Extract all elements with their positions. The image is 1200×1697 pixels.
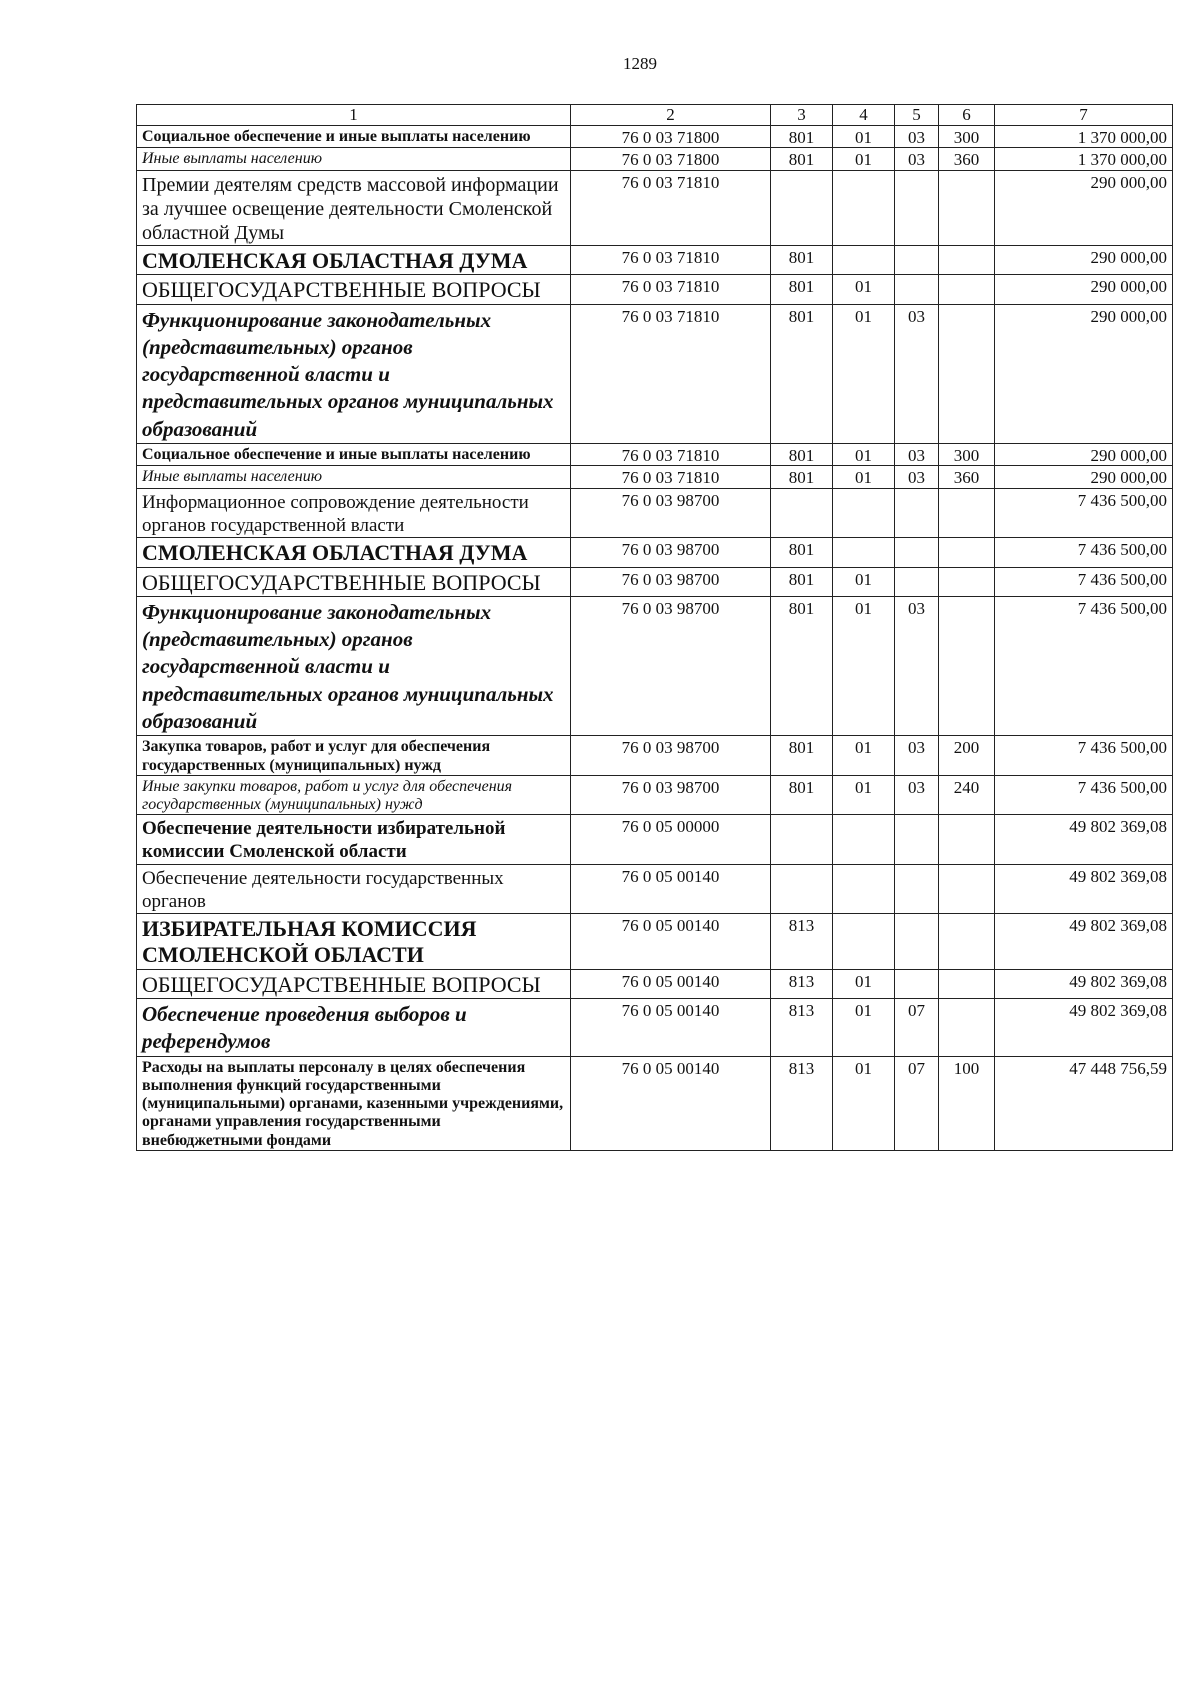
table-row xyxy=(137,736,1173,775)
table-row xyxy=(137,466,1173,488)
expense-type-cell xyxy=(939,999,995,1057)
department-code-cell: 813 xyxy=(771,969,833,998)
expense-type-cell xyxy=(939,275,995,304)
subsection-code-cell: 03 xyxy=(895,466,939,488)
section-code-cell: 01 xyxy=(833,567,895,596)
expense-type-cell: 100 xyxy=(939,1056,995,1150)
section-code-cell: 01 xyxy=(833,1056,895,1150)
row-name-cell: Расходы на выплаты персоналу в целях обеспечения выполнения функций государственными (муниципальными) органами, казенными учреждениями, органами управления государственными внебюджетными фондами xyxy=(137,1056,571,1150)
table-row xyxy=(137,596,1173,735)
amount-cell: 290 000,00 xyxy=(995,444,1173,466)
target-article-cell: 76 0 03 71810 xyxy=(571,444,771,466)
row-name-cell: Функционирование законодательных (представительных) органов государственной власти и представительных органов муниципальных образований xyxy=(137,596,571,735)
amount-cell: 7 436 500,00 xyxy=(995,736,1173,775)
amount-cell: 7 436 500,00 xyxy=(995,488,1173,537)
amount-cell: 290 000,00 xyxy=(995,466,1173,488)
header-col-2: 2 xyxy=(571,105,771,126)
table-row xyxy=(137,1056,1173,1150)
target-article-cell: 76 0 05 00140 xyxy=(571,864,771,913)
subsection-code-cell xyxy=(895,815,939,864)
target-article-cell: 76 0 05 00140 xyxy=(571,999,771,1057)
row-name-cell: Иные закупки товаров, работ и услуг для обеспечения государственных (муниципальных) нужд xyxy=(137,775,571,814)
section-code-cell: 01 xyxy=(833,999,895,1057)
table-row xyxy=(137,245,1173,274)
subsection-code-cell xyxy=(895,245,939,274)
target-article-cell: 76 0 05 00140 xyxy=(571,969,771,998)
amount-cell: 7 436 500,00 xyxy=(995,567,1173,596)
header-col-5: 5 xyxy=(895,105,939,126)
target-article-cell: 76 0 03 71800 xyxy=(571,126,771,148)
expense-type-cell xyxy=(939,170,995,245)
row-name-cell: ИЗБИРАТЕЛЬНАЯ КОМИССИЯ СМОЛЕНСКОЙ ОБЛАСТИ xyxy=(137,914,571,970)
section-code-cell: 01 xyxy=(833,736,895,775)
table-row xyxy=(137,999,1173,1057)
section-code-cell: 01 xyxy=(833,126,895,148)
expense-type-cell: 360 xyxy=(939,148,995,170)
section-code-cell xyxy=(833,864,895,913)
target-article-cell: 76 0 05 00140 xyxy=(571,1056,771,1150)
target-article-cell: 76 0 03 71800 xyxy=(571,148,771,170)
subsection-code-cell: 03 xyxy=(895,775,939,814)
table-row xyxy=(137,567,1173,596)
target-article-cell: 76 0 03 98700 xyxy=(571,538,771,567)
table-row xyxy=(137,815,1173,864)
row-name-cell: Обеспечение деятельности государственных органов xyxy=(137,864,571,913)
header-col-7: 7 xyxy=(995,105,1173,126)
row-name-cell: Социальное обеспечение и иные выплаты населению xyxy=(137,444,571,466)
target-article-cell: 76 0 03 98700 xyxy=(571,775,771,814)
department-code-cell: 801 xyxy=(771,304,833,443)
target-article-cell: 76 0 03 98700 xyxy=(571,567,771,596)
row-name-cell: Иные выплаты населению xyxy=(137,466,571,488)
amount-cell: 7 436 500,00 xyxy=(995,775,1173,814)
expense-type-cell xyxy=(939,488,995,537)
target-article-cell: 76 0 05 00000 xyxy=(571,815,771,864)
section-code-cell xyxy=(833,538,895,567)
expense-type-cell xyxy=(939,864,995,913)
target-article-cell: 76 0 03 98700 xyxy=(571,488,771,537)
section-code-cell xyxy=(833,245,895,274)
target-article-cell: 76 0 03 71810 xyxy=(571,304,771,443)
header-col-3: 3 xyxy=(771,105,833,126)
section-code-cell: 01 xyxy=(833,466,895,488)
section-code-cell: 01 xyxy=(833,148,895,170)
row-name-cell: Обеспечение проведения выборов и референдумов xyxy=(137,999,571,1057)
department-code-cell: 813 xyxy=(771,1056,833,1150)
amount-cell: 7 436 500,00 xyxy=(995,538,1173,567)
expense-type-cell: 200 xyxy=(939,736,995,775)
subsection-code-cell: 03 xyxy=(895,148,939,170)
expense-type-cell xyxy=(939,567,995,596)
amount-cell: 47 448 756,59 xyxy=(995,1056,1173,1150)
header-col-1: 1 xyxy=(137,105,571,126)
table-row xyxy=(137,275,1173,304)
subsection-code-cell xyxy=(895,538,939,567)
section-code-cell: 01 xyxy=(833,444,895,466)
section-code-cell: 01 xyxy=(833,596,895,735)
expense-type-cell xyxy=(939,815,995,864)
section-code-cell xyxy=(833,488,895,537)
header-col-6: 6 xyxy=(939,105,995,126)
row-name-cell: ОБЩЕГОСУДАРСТВЕННЫЕ ВОПРОСЫ xyxy=(137,567,571,596)
subsection-code-cell: 03 xyxy=(895,126,939,148)
subsection-code-cell xyxy=(895,488,939,537)
target-article-cell: 76 0 03 71810 xyxy=(571,170,771,245)
table-row xyxy=(137,538,1173,567)
amount-cell: 290 000,00 xyxy=(995,275,1173,304)
expense-type-cell xyxy=(939,969,995,998)
table-row xyxy=(137,304,1173,443)
target-article-cell: 76 0 03 98700 xyxy=(571,596,771,735)
amount-cell: 290 000,00 xyxy=(995,245,1173,274)
expense-type-cell xyxy=(939,914,995,970)
table-row xyxy=(137,444,1173,466)
section-code-cell: 01 xyxy=(833,304,895,443)
section-code-cell xyxy=(833,170,895,245)
section-code-cell: 01 xyxy=(833,275,895,304)
row-name-cell: Иные выплаты населению xyxy=(137,148,571,170)
amount-cell: 1 370 000,00 xyxy=(995,148,1173,170)
header-col-4: 4 xyxy=(833,105,895,126)
expense-type-cell: 360 xyxy=(939,466,995,488)
subsection-code-cell: 07 xyxy=(895,1056,939,1150)
expense-type-cell: 300 xyxy=(939,126,995,148)
table-row xyxy=(137,864,1173,913)
section-code-cell xyxy=(833,914,895,970)
subsection-code-cell: 07 xyxy=(895,999,939,1057)
subsection-code-cell xyxy=(895,864,939,913)
page-number: 1289 xyxy=(623,54,657,73)
amount-cell: 49 802 369,08 xyxy=(995,864,1173,913)
department-code-cell: 801 xyxy=(771,775,833,814)
budget-table xyxy=(136,104,1173,1151)
section-code-cell: 01 xyxy=(833,775,895,814)
department-code-cell xyxy=(771,815,833,864)
department-code-cell: 801 xyxy=(771,596,833,735)
department-code-cell xyxy=(771,170,833,245)
expense-type-cell xyxy=(939,538,995,567)
amount-cell: 290 000,00 xyxy=(995,170,1173,245)
section-code-cell: 01 xyxy=(833,969,895,998)
table-row xyxy=(137,170,1173,245)
department-code-cell: 801 xyxy=(771,466,833,488)
department-code-cell xyxy=(771,864,833,913)
target-article-cell: 76 0 03 71810 xyxy=(571,466,771,488)
department-code-cell: 801 xyxy=(771,538,833,567)
expense-type-cell: 240 xyxy=(939,775,995,814)
subsection-code-cell: 03 xyxy=(895,736,939,775)
table-row xyxy=(137,126,1173,148)
department-code-cell: 813 xyxy=(771,914,833,970)
row-name-cell: Информационное сопровождение деятельности органов государственной власти xyxy=(137,488,571,537)
department-code-cell xyxy=(771,488,833,537)
subsection-code-cell xyxy=(895,275,939,304)
amount-cell: 49 802 369,08 xyxy=(995,815,1173,864)
department-code-cell: 801 xyxy=(771,126,833,148)
subsection-code-cell xyxy=(895,170,939,245)
department-code-cell: 801 xyxy=(771,444,833,466)
section-code-cell xyxy=(833,815,895,864)
amount-cell: 49 802 369,08 xyxy=(995,999,1173,1057)
table-header-row xyxy=(137,105,1173,126)
expense-type-cell xyxy=(939,596,995,735)
amount-cell: 290 000,00 xyxy=(995,304,1173,443)
row-name-cell: Функционирование законодательных (представительных) органов государственной власти и представительных органов муниципальных образований xyxy=(137,304,571,443)
row-name-cell: Социальное обеспечение и иные выплаты населению xyxy=(137,126,571,148)
department-code-cell: 801 xyxy=(771,148,833,170)
row-name-cell: СМОЛЕНСКАЯ ОБЛАСТНАЯ ДУМА xyxy=(137,538,571,567)
row-name-cell: ОБЩЕГОСУДАРСТВЕННЫЕ ВОПРОСЫ xyxy=(137,275,571,304)
amount-cell: 7 436 500,00 xyxy=(995,596,1173,735)
department-code-cell: 801 xyxy=(771,736,833,775)
target-article-cell: 76 0 03 71810 xyxy=(571,245,771,274)
amount-cell: 49 802 369,08 xyxy=(995,969,1173,998)
subsection-code-cell xyxy=(895,969,939,998)
department-code-cell: 813 xyxy=(771,999,833,1057)
subsection-code-cell: 03 xyxy=(895,444,939,466)
subsection-code-cell xyxy=(895,567,939,596)
table-row xyxy=(137,148,1173,170)
table-row xyxy=(137,775,1173,814)
amount-cell: 49 802 369,08 xyxy=(995,914,1173,970)
table-row xyxy=(137,969,1173,998)
table-row xyxy=(137,914,1173,970)
target-article-cell: 76 0 05 00140 xyxy=(571,914,771,970)
row-name-cell: Закупка товаров, работ и услуг для обеспечения государственных (муниципальных) нужд xyxy=(137,736,571,775)
expense-type-cell: 300 xyxy=(939,444,995,466)
row-name-cell: ОБЩЕГОСУДАРСТВЕННЫЕ ВОПРОСЫ xyxy=(137,969,571,998)
row-name-cell: СМОЛЕНСКАЯ ОБЛАСТНАЯ ДУМА xyxy=(137,245,571,274)
department-code-cell: 801 xyxy=(771,275,833,304)
expense-type-cell xyxy=(939,245,995,274)
target-article-cell: 76 0 03 71810 xyxy=(571,275,771,304)
department-code-cell: 801 xyxy=(771,245,833,274)
subsection-code-cell xyxy=(895,914,939,970)
expense-type-cell xyxy=(939,304,995,443)
row-name-cell: Премии деятелям средств массовой информации за лучшее освещение деятельности Смоленской областной Думы xyxy=(137,170,571,245)
row-name-cell: Обеспечение деятельности избирательной комиссии Смоленской области xyxy=(137,815,571,864)
department-code-cell: 801 xyxy=(771,567,833,596)
subsection-code-cell: 03 xyxy=(895,304,939,443)
table-row xyxy=(137,488,1173,537)
target-article-cell: 76 0 03 98700 xyxy=(571,736,771,775)
subsection-code-cell: 03 xyxy=(895,596,939,735)
amount-cell: 1 370 000,00 xyxy=(995,126,1173,148)
